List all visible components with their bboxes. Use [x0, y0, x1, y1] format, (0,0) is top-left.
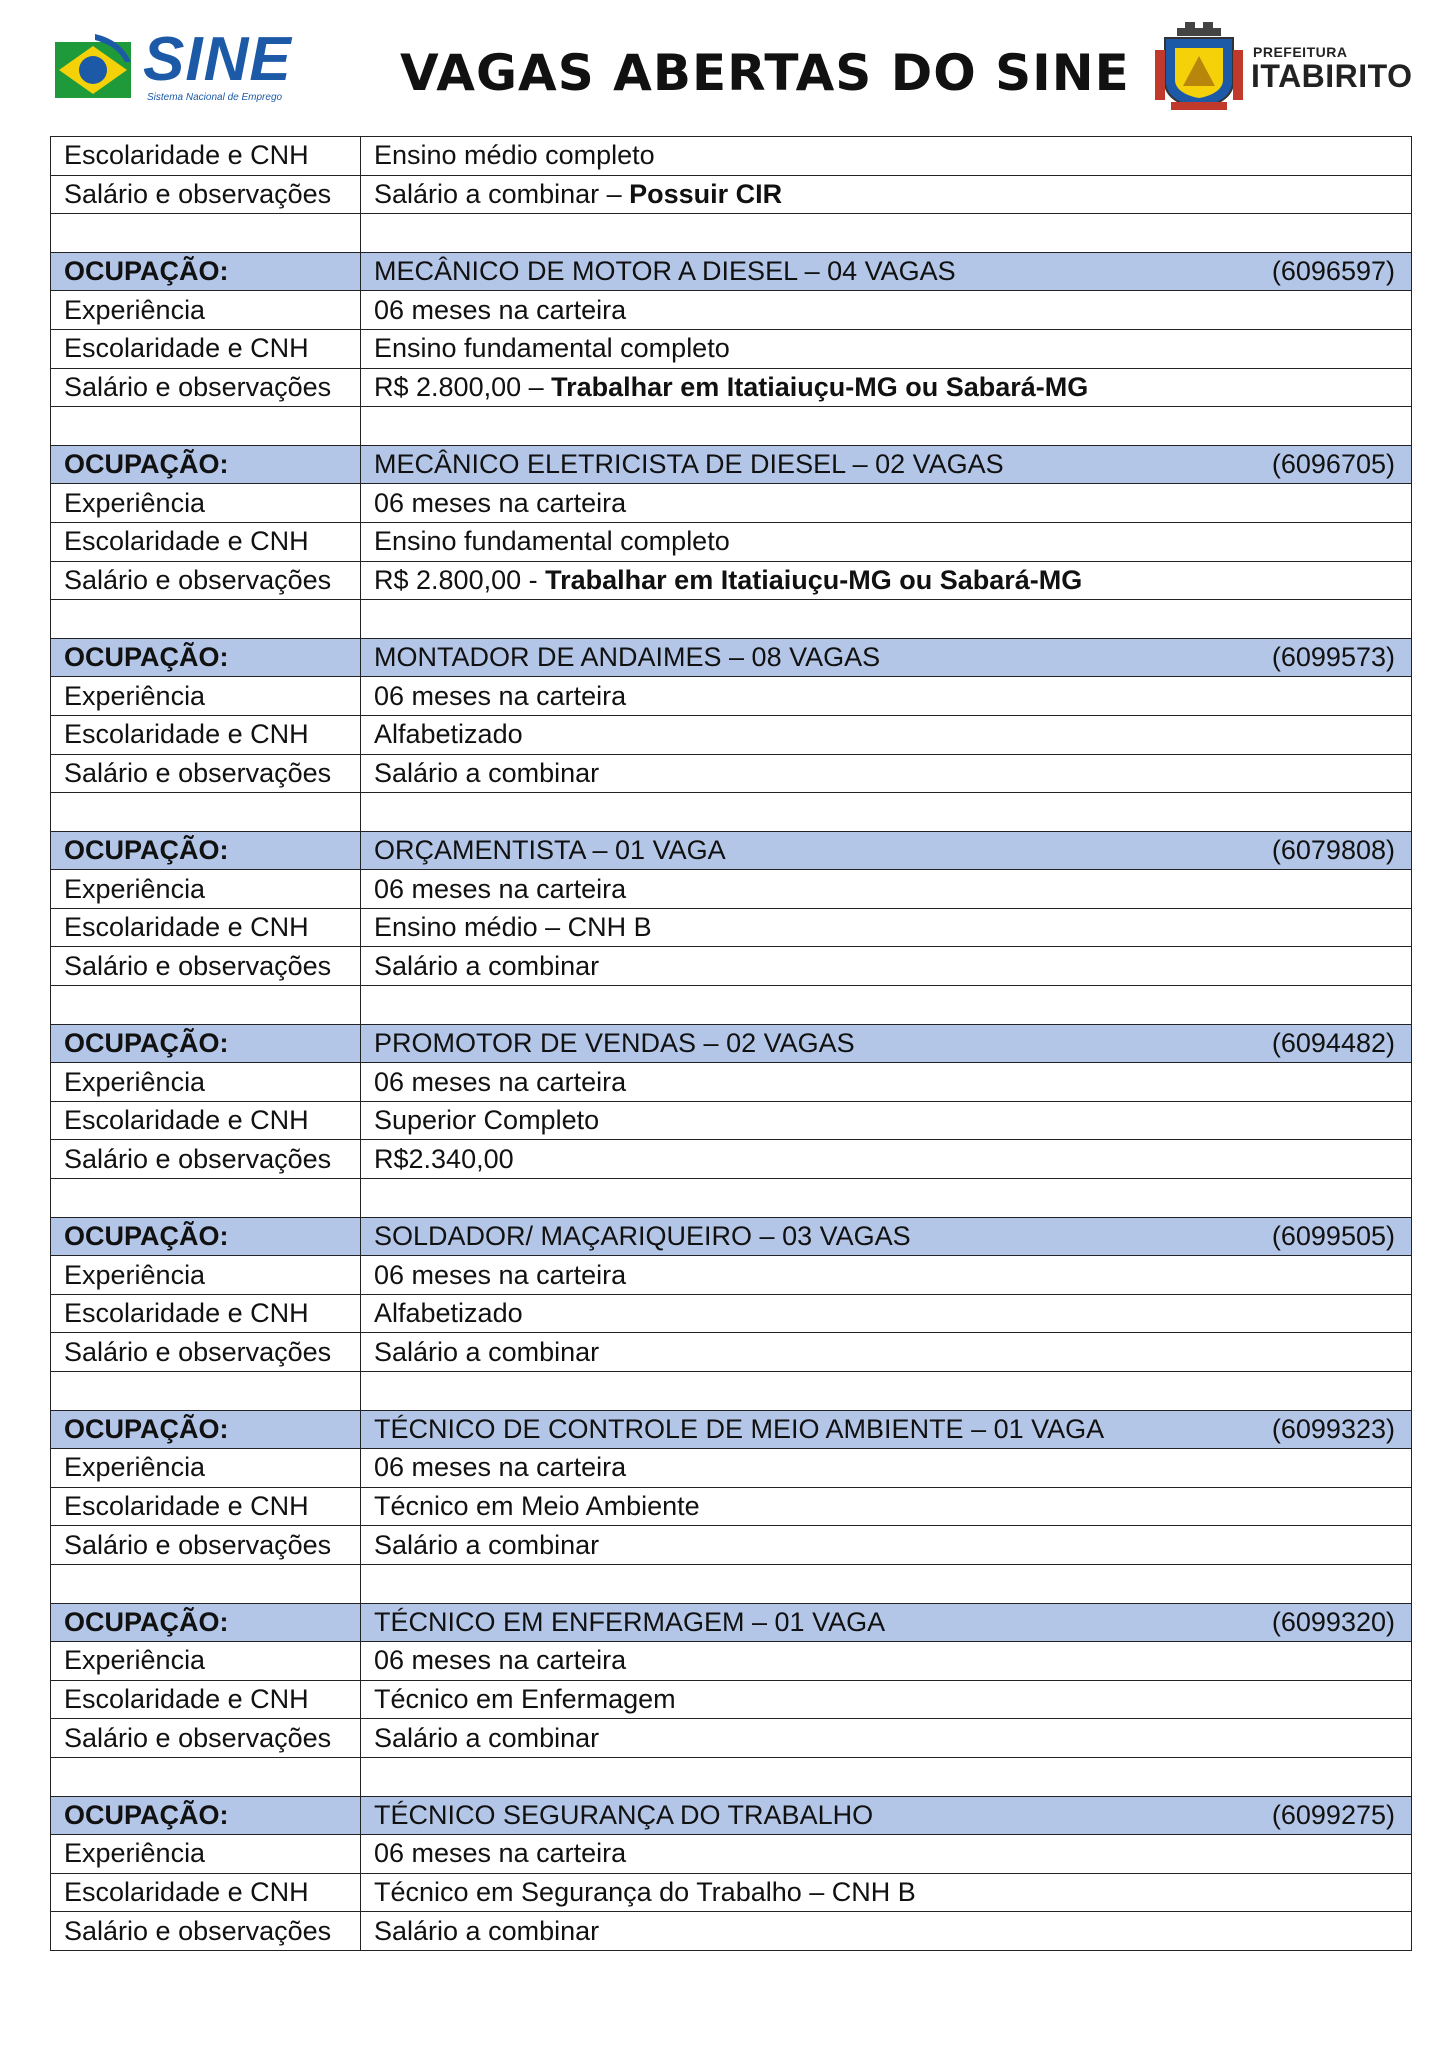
job-header-row: [51, 638, 1412, 677]
prefeitura-logo: [1155, 20, 1413, 115]
table-row: [51, 1140, 1412, 1179]
table-row: [51, 1912, 1412, 1951]
job-title: TÉCNICO EM ENFERMAGEM – 01 VAGA: [374, 1606, 886, 1637]
table-row: [51, 1449, 1412, 1488]
ocupacao-label: OCUPAÇÃO:: [51, 1796, 361, 1835]
table-row: [51, 1642, 1412, 1681]
salario-label: Salário e observações: [51, 561, 361, 600]
experiencia-label: Experiência: [51, 1642, 361, 1681]
salario-label: Salário e observações: [51, 1333, 361, 1372]
escolaridade-value: Ensino médio completo: [361, 137, 1412, 176]
escolaridade-label: Escolaridade e CNH: [51, 329, 361, 368]
itabirito-label: ITABIRITO: [1251, 58, 1413, 94]
table-row: [51, 1526, 1412, 1565]
salario-value: [361, 754, 1412, 793]
spacer-row: [51, 600, 1412, 639]
escolaridade-label: Escolaridade e CNH: [51, 1487, 361, 1526]
ocupacao-label: OCUPAÇÃO:: [51, 831, 361, 870]
salario-value: [361, 1140, 1412, 1179]
table-row: [51, 1101, 1412, 1140]
sine-flag-icon: [55, 32, 135, 104]
experiencia-label: Experiência: [51, 1063, 361, 1102]
job-title: MECÂNICO ELETRICISTA DE DIESEL – 02 VAGAS: [374, 449, 1004, 480]
job-header-row: [51, 1217, 1412, 1256]
escolaridade-value: Técnico em Meio Ambiente: [361, 1487, 1412, 1526]
ocupacao-label: OCUPAÇÃO:: [51, 1410, 361, 1449]
salario-note: Possuir CIR: [629, 178, 783, 209]
table-row: [51, 291, 1412, 330]
experiencia-value: 06 meses na carteira: [361, 484, 1412, 523]
experiencia-value: 06 meses na carteira: [361, 1063, 1412, 1102]
job-title-cell: [361, 445, 1412, 484]
table-row: [51, 329, 1412, 368]
job-title-cell: [361, 1796, 1412, 1835]
escolaridade-label: Escolaridade e CNH: [51, 522, 361, 561]
salario-text: Salário a combinar: [374, 1529, 600, 1560]
job-title-cell: [361, 1603, 1412, 1642]
salario-label: Salário e observações: [51, 1719, 361, 1758]
salario-value: [361, 1912, 1412, 1951]
job-header-row: [51, 1603, 1412, 1642]
salario-value: [361, 368, 1412, 407]
table-row: [51, 1680, 1412, 1719]
salario-text: Salário a combinar: [374, 1722, 600, 1753]
ocupacao-label: OCUPAÇÃO:: [51, 1024, 361, 1063]
escolaridade-label: Escolaridade e CNH: [51, 1680, 361, 1719]
table-row: [51, 1333, 1412, 1372]
table-row: [51, 1487, 1412, 1526]
job-header-row: [51, 831, 1412, 870]
table-row: [51, 1063, 1412, 1102]
escolaridade-value: Superior Completo: [361, 1101, 1412, 1140]
salario-text: Salário a combinar –: [374, 178, 630, 209]
salario-text: Salário a combinar: [374, 1336, 600, 1367]
escolaridade-label: Escolaridade e CNH: [51, 715, 361, 754]
table-row: [51, 870, 1412, 909]
salario-label: Salário e observações: [51, 1912, 361, 1951]
experiencia-label: Experiência: [51, 870, 361, 909]
escolaridade-value: Ensino fundamental completo: [361, 329, 1412, 368]
experiencia-value: 06 meses na carteira: [361, 1835, 1412, 1874]
salario-label: Salário e observações: [51, 368, 361, 407]
experiencia-value: 06 meses na carteira: [361, 870, 1412, 909]
job-header-row: [51, 445, 1412, 484]
spacer-row: [51, 214, 1412, 253]
job-code: (6096705): [1271, 449, 1395, 480]
table-row: [51, 1873, 1412, 1912]
job-title-cell: [361, 1024, 1412, 1063]
escolaridade-value: Ensino médio – CNH B: [361, 908, 1412, 947]
table-row: [51, 137, 1412, 176]
job-listings-table: [50, 136, 1412, 1951]
escolaridade-label: Escolaridade e CNH: [51, 1294, 361, 1333]
spacer-row: [51, 986, 1412, 1025]
salario-label: Salário e observações: [51, 1140, 361, 1179]
escolaridade-value: Alfabetizado: [361, 1294, 1412, 1333]
salario-label: Salário e observações: [51, 947, 361, 986]
table-row: [51, 715, 1412, 754]
salario-text: Salário a combinar: [374, 757, 600, 788]
salario-text: R$ 2.800,00 –: [374, 371, 552, 402]
salario-text: R$ 2.800,00 -: [374, 564, 546, 595]
job-code: (6099573): [1271, 642, 1395, 673]
salario-value: [361, 1719, 1412, 1758]
escolaridade-value: Alfabetizado: [361, 715, 1412, 754]
salario-text: Salário a combinar: [374, 1915, 600, 1946]
job-header-row: [51, 252, 1412, 291]
job-code: (6099323): [1271, 1413, 1395, 1444]
escolaridade-label: Escolaridade e CNH: [51, 137, 361, 176]
escolaridade-label: Escolaridade e CNH: [51, 908, 361, 947]
table-row: [51, 1294, 1412, 1333]
job-header-row: [51, 1796, 1412, 1835]
job-code: (6099320): [1271, 1606, 1395, 1637]
job-title: SOLDADOR/ MAÇARIQUEIRO – 03 VAGAS: [374, 1220, 911, 1251]
spacer-row: [51, 1179, 1412, 1218]
ocupacao-label: OCUPAÇÃO:: [51, 252, 361, 291]
experiencia-label: Experiência: [51, 677, 361, 716]
prefeitura-label: PREFEITURA: [1253, 44, 1348, 60]
salario-value: [361, 175, 1412, 214]
experiencia-label: Experiência: [51, 1449, 361, 1488]
table-row: [51, 368, 1412, 407]
table-row: [51, 484, 1412, 523]
itabirito-crest-icon: [1155, 20, 1243, 112]
escolaridade-label: Escolaridade e CNH: [51, 1873, 361, 1912]
page-title: VAGAS ABERTAS DO SINE: [400, 44, 1130, 102]
job-code: (6094482): [1271, 1027, 1395, 1058]
job-title: TÉCNICO SEGURANÇA DO TRABALHO: [374, 1799, 874, 1830]
ocupacao-label: OCUPAÇÃO:: [51, 1217, 361, 1256]
job-header-row: [51, 1410, 1412, 1449]
page-header: [0, 0, 1448, 135]
escolaridade-value: Técnico em Segurança do Trabalho – CNH B: [361, 1873, 1412, 1912]
salario-label: Salário e observações: [51, 175, 361, 214]
job-title-cell: [361, 831, 1412, 870]
job-title: ORÇAMENTISTA – 01 VAGA: [374, 834, 726, 865]
experiencia-value: 06 meses na carteira: [361, 291, 1412, 330]
sine-logo: [55, 25, 305, 108]
table-row: [51, 1835, 1412, 1874]
job-code: (6099275): [1271, 1799, 1395, 1830]
escolaridade-value: Ensino fundamental completo: [361, 522, 1412, 561]
job-title-cell: [361, 1410, 1412, 1449]
table-row: [51, 908, 1412, 947]
experiencia-value: 06 meses na carteira: [361, 677, 1412, 716]
spacer-row: [51, 407, 1412, 446]
table-row: [51, 1719, 1412, 1758]
spacer-row: [51, 1564, 1412, 1603]
experiencia-label: Experiência: [51, 1835, 361, 1874]
salario-value: [361, 947, 1412, 986]
experiencia-label: Experiência: [51, 291, 361, 330]
experiencia-label: Experiência: [51, 484, 361, 523]
sine-wordmark: SINE: [143, 25, 292, 94]
table-row: [51, 1256, 1412, 1295]
job-code: (6099505): [1271, 1220, 1395, 1251]
spacer-row: [51, 1372, 1412, 1411]
escolaridade-value: Técnico em Enfermagem: [361, 1680, 1412, 1719]
experiencia-value: 06 meses na carteira: [361, 1642, 1412, 1681]
table-row: [51, 754, 1412, 793]
table-row: [51, 561, 1412, 600]
salario-note: Trabalhar em Itatiaiuçu-MG ou Sabará-MG: [545, 564, 1083, 595]
job-code: (6079808): [1271, 834, 1395, 865]
job-title-cell: [361, 252, 1412, 291]
job-title: MECÂNICO DE MOTOR A DIESEL – 04 VAGAS: [374, 256, 956, 287]
table-row: [51, 947, 1412, 986]
spacer-row: [51, 793, 1412, 832]
table-row: [51, 677, 1412, 716]
ocupacao-label: OCUPAÇÃO:: [51, 445, 361, 484]
job-code: (6096597): [1271, 256, 1395, 287]
salario-text: R$2.340,00: [374, 1143, 514, 1174]
table-row: [51, 175, 1412, 214]
spacer-row: [51, 1757, 1412, 1796]
job-title-cell: [361, 1217, 1412, 1256]
ocupacao-label: OCUPAÇÃO:: [51, 1603, 361, 1642]
ocupacao-label: OCUPAÇÃO:: [51, 638, 361, 677]
salario-value: [361, 561, 1412, 600]
table-row: [51, 522, 1412, 561]
sine-subtitle: Sistema Nacional de Emprego: [147, 92, 283, 103]
job-title: MONTADOR DE ANDAIMES – 08 VAGAS: [374, 642, 881, 673]
escolaridade-label: Escolaridade e CNH: [51, 1101, 361, 1140]
job-title: PROMOTOR DE VENDAS – 02 VAGAS: [374, 1027, 855, 1058]
job-title: TÉCNICO DE CONTROLE DE MEIO AMBIENTE – 01 VAGA: [374, 1413, 1105, 1444]
salario-label: Salário e observações: [51, 1526, 361, 1565]
salario-note: Trabalhar em Itatiaiuçu-MG ou Sabará-MG: [551, 371, 1089, 402]
salario-value: [361, 1526, 1412, 1565]
salario-label: Salário e observações: [51, 754, 361, 793]
salario-text: Salário a combinar: [374, 950, 600, 981]
salario-value: [361, 1333, 1412, 1372]
experiencia-value: 06 meses na carteira: [361, 1256, 1412, 1295]
experiencia-value: 06 meses na carteira: [361, 1449, 1412, 1488]
experiencia-label: Experiência: [51, 1256, 361, 1295]
job-header-row: [51, 1024, 1412, 1063]
job-title-cell: [361, 638, 1412, 677]
